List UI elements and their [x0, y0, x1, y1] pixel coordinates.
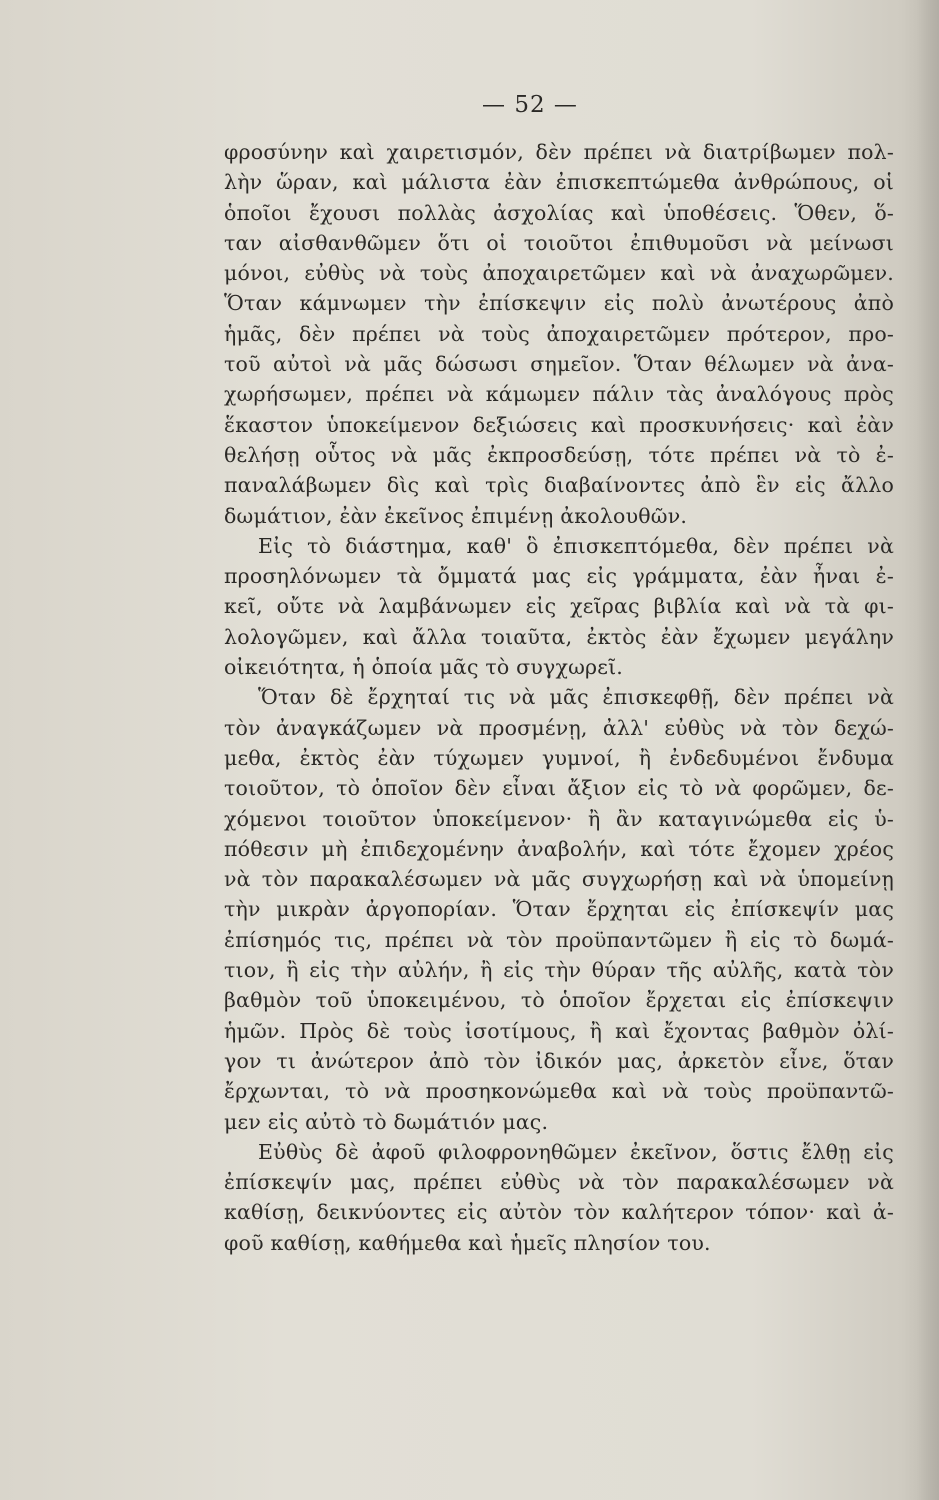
body-text: [224, 137, 894, 1258]
text-line: χόμενοι τοιοῦτον ὑποκείμενον· ἢ ἂν καταγινώμεθα εἰς ὑ-: [224, 806, 894, 831]
text-line: γον τι ἀνώτερον ἀπὸ τὸν ἰδικόν μας, ἀρκετὸν εἶνε, ὅταν: [224, 1048, 894, 1073]
text-line: ἔρχωνται, τὸ νὰ προσηκονώμεθα καὶ νὰ τοὺς προϋπαντῶ-: [224, 1079, 894, 1104]
text-line: μεθα, ἐκτὸς ἐὰν τύχωμεν γυμνοί, ἢ ἐνδεδυμένοι ἔνδυμα: [224, 745, 894, 770]
text-line: πόθεσιν μὴ ἐπιδεχομένην ἀναβολήν, καὶ τότε ἔχομεν χρέος: [224, 836, 894, 861]
text-line: χωρήσωμεν, πρέπει νὰ κάμωμεν πάλιν τὰς ἀναλόγους πρὸς: [224, 382, 894, 407]
text-line: βαθμὸν τοῦ ὑποκειμένου, τὸ ὁποῖον ἔρχεται εἰς ἐπίσκεψιν: [224, 988, 894, 1013]
text-line: ταν αἰσθανθῶμεν ὅτι οἱ τοιοῦτοι ἐπιθυμοῦσι νὰ μείνωσι: [224, 230, 894, 255]
text-line: προσηλόνωμεν τὰ ὄμματά μας εἰς γράμματα, ἐὰν ἦναι ἐ-: [224, 564, 894, 589]
text-line: ἡμᾶς, δὲν πρέπει νὰ τοὺς ἀποχαιρετῶμεν πρότερον, προ-: [224, 321, 894, 346]
paragraph-start-line: Εὐθὺς δὲ ἀφοῦ φιλοφρονηθῶμεν ἐκεῖνον, ὅστις ἔλθῃ εἰς: [258, 1139, 894, 1164]
text-line: μεν εἰς αὐτὸ τὸ δωμάτιόν μας.: [224, 1109, 549, 1134]
text-line: οἰκειότητα, ἡ ὁποία μᾶς τὸ συγχωρεῖ.: [224, 655, 624, 680]
text-line: ἐπίσημός τις, πρέπει νὰ τὸν προϋπαντῶμεν ἢ εἰς τὸ δωμά-: [224, 927, 894, 952]
text-line: θελήσῃ οὗτος νὰ μᾶς ἐκπροσδεύσῃ, τότε πρέπει νὰ τὸ ἐ-: [224, 442, 894, 467]
text-line: ἡμῶν. Πρὸς δὲ τοὺς ἰσοτίμους, ἢ καὶ ἔχοντας βαθμὸν ὀλί-: [224, 1018, 894, 1043]
paragraph-start-line: Ὅταν δὲ ἔρχηταί τις νὰ μᾶς ἐπισκεφθῇ, δὲν πρέπει νὰ: [258, 685, 894, 710]
text-line: λολογῶμεν, καὶ ἄλλα τοιαῦτα, ἐκτὸς ἐὰν ἔχωμεν μεγάλην: [224, 624, 894, 649]
text-line: φοῦ καθίσῃ, καθήμεθα καὶ ἡμεῖς πλησίον του.: [224, 1230, 711, 1255]
text-line: τιον, ἢ εἰς τὴν αὐλήν, ἢ εἰς τὴν θύραν τῆς αὐλῆς, κατὰ τὸν: [224, 958, 894, 983]
text-line: νὰ τὸν παρακαλέσωμεν νὰ μᾶς συγχωρήσῃ καὶ νὰ ὑπομείνῃ: [224, 867, 894, 892]
text-line: τοῦ αὐτοὶ νὰ μᾶς δώσωσι σημεῖον. Ὅταν θέλωμεν νὰ ἀνα-: [224, 352, 894, 377]
page-edge-shadow: [917, 0, 939, 1500]
text-line: ὁποῖοι ἔχουσι πολλὰς ἀσχολίας καὶ ὑποθέσεις. Ὅθεν, ὅ-: [224, 200, 894, 225]
text-line: λὴν ὥραν, καὶ μάλιστα ἐὰν ἐπισκεπτώμεθα ἀνθρώπους, οἱ: [224, 170, 894, 195]
text-line: ἕκαστον ὑποκείμενον δεξιώσεις καὶ προσκυνήσεις· καὶ ἐὰν: [224, 412, 894, 437]
text-line: παναλάβωμεν δὶς καὶ τρὶς διαβαίνοντες ἀπὸ ἓν εἰς ἄλλο: [224, 473, 894, 498]
text-line: κεῖ, οὔτε νὰ λαμβάνωμεν εἰς χεῖρας βιβλία καὶ νὰ τὰ φι-: [224, 594, 894, 619]
text-line: Ὅταν κάμνωμεν τὴν ἐπίσκεψιν εἰς πολὺ ἀνωτέρους ἀπὸ: [224, 291, 894, 316]
text-line: φροσύνην καὶ χαιρετισμόν, δὲν πρέπει νὰ διατρίβωμεν πολ-: [224, 140, 894, 164]
text-line: τὴν μικρὰν ἀργοπορίαν. Ὅταν ἔρχηται εἰς ἐπίσκεψίν μας: [224, 897, 894, 922]
text-line: τοιοῦτον, τὸ ὁποῖον δὲν εἶναι ἄξιον εἰς τὸ νὰ φορῶμεν, δε-: [224, 776, 894, 801]
text-line: καθίσῃ, δεικνύοντες εἰς αὐτὸν τὸν καλήτερον τόπον· καὶ ἀ-: [224, 1200, 894, 1225]
page-number: — 52 —: [482, 92, 578, 118]
text-line: μόνοι, εὐθὺς νὰ τοὺς ἀποχαιρετῶμεν καὶ νὰ ἀναχωρῶμεν.: [224, 261, 894, 286]
text-line: δωμάτιον, ἐὰν ἐκεῖνος ἐπιμένῃ ἀκολουθῶν.: [224, 503, 688, 528]
paragraph-start-line: Εἰς τὸ διάστημα, καθ' ὃ ἐπισκεπτόμεθα, δὲν πρέπει νὰ: [258, 533, 894, 558]
text-line: ἐπίσκεψίν μας, πρέπει εὐθὺς νὰ τὸν παρακαλέσωμεν νὰ: [224, 1170, 894, 1195]
text-line: τὸν ἀναγκάζωμεν νὰ προσμένῃ, ἀλλ' εὐθὺς νὰ τὸν δεχώ-: [224, 715, 894, 740]
